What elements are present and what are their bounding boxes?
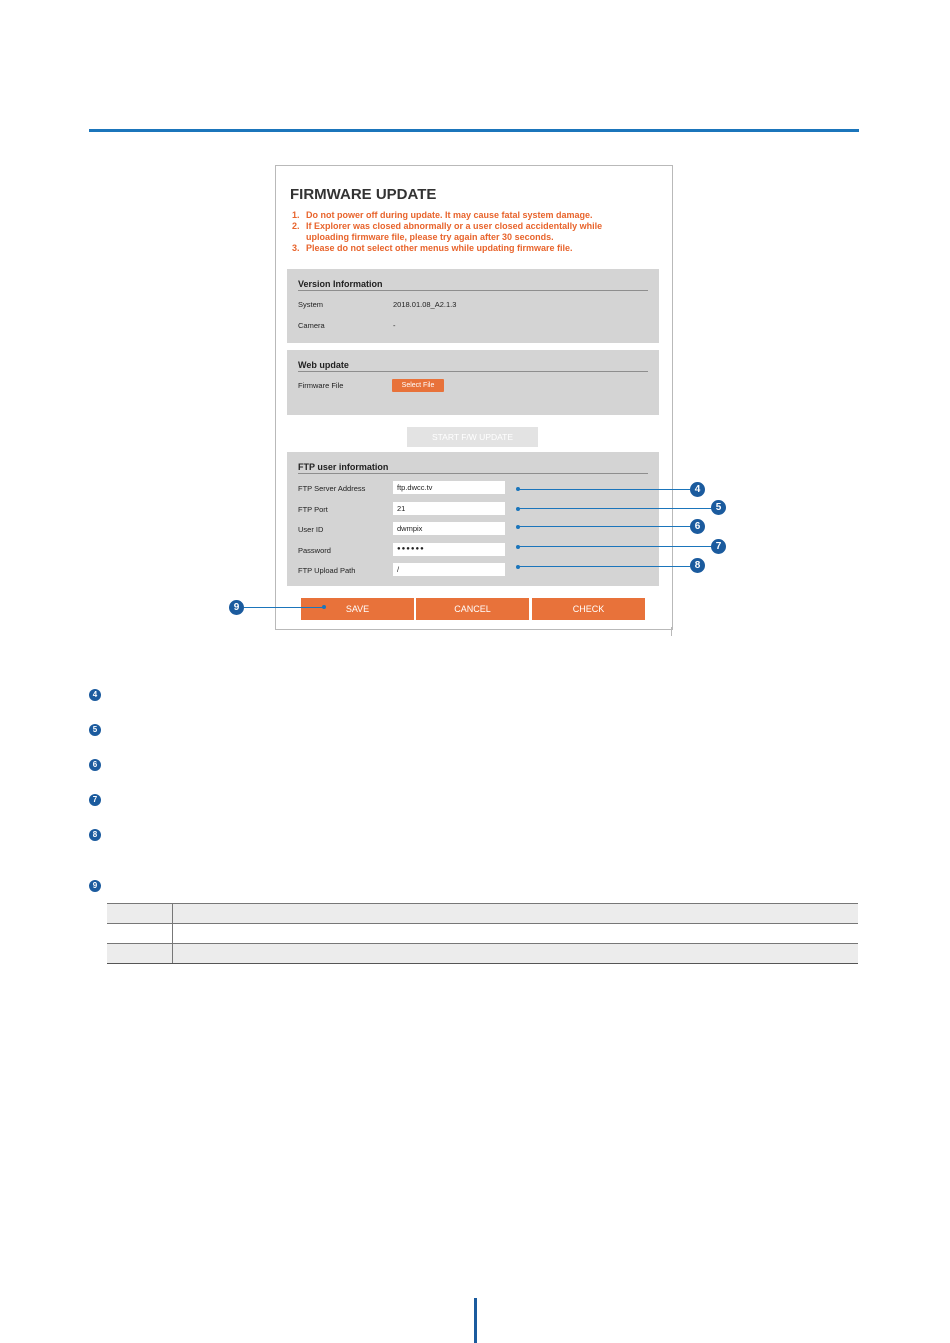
- warning-item: [292, 210, 666, 221]
- warning-item: [292, 221, 636, 243]
- warning-list: [292, 210, 666, 254]
- start-fw-update-button[interactable]: START F/W UPDATE: [407, 427, 538, 447]
- system-label: System: [298, 300, 324, 309]
- callout-line: [518, 546, 712, 547]
- table-cell: [107, 944, 173, 963]
- legend-badge-7: 7: [89, 794, 101, 806]
- warning-text: Please do not select other menus while updating firmware file.: [306, 243, 573, 253]
- upload-path-label: FTP Upload Path: [298, 566, 356, 575]
- system-value: 2018.01.08_A2.1.3: [393, 300, 457, 309]
- warning-text: Do not power off during update. It may cause fatal system damage.: [306, 210, 593, 220]
- header-rule: [89, 129, 859, 132]
- legend-badge-6: 6: [89, 759, 101, 771]
- page-title: FIRMWARE UPDATE: [290, 186, 437, 203]
- ftp-panel-title: FTP user information: [298, 462, 648, 474]
- callout-line: [518, 489, 690, 490]
- web-update-panel: [287, 350, 659, 415]
- callout-badge-6: 6: [690, 519, 705, 534]
- warning-text: If Explorer was closed abnormally or a user closed accidentally while uploading firmware file, please try again after 30 seconds.: [306, 221, 603, 242]
- frame-edge: [671, 627, 672, 636]
- password-input[interactable]: ●●●●●●: [393, 543, 505, 556]
- camera-label: Camera: [298, 321, 325, 330]
- callout-badge-7: 7: [711, 539, 726, 554]
- cancel-button[interactable]: CANCEL: [416, 598, 529, 620]
- table-cell: [107, 904, 173, 923]
- version-panel-title: Version Information: [298, 279, 648, 291]
- callout-badge-4: 4: [690, 482, 705, 497]
- table-row: [107, 923, 858, 943]
- warning-item: [292, 243, 666, 254]
- user-id-input[interactable]: dwmpix: [393, 522, 505, 535]
- select-file-button[interactable]: Select File: [392, 379, 444, 392]
- callout-dot: [322, 605, 326, 609]
- table-row: [107, 903, 858, 923]
- table-row: [107, 943, 858, 964]
- firmware-file-label: Firmware File: [298, 381, 344, 390]
- callout-line: [518, 566, 690, 567]
- warning-number: 3.: [292, 243, 300, 253]
- callout-line: [518, 508, 712, 509]
- upload-path-input[interactable]: /: [393, 563, 505, 576]
- callout-line: [244, 607, 324, 608]
- table-cell: [107, 924, 173, 943]
- callout-line: [518, 526, 690, 527]
- callout-badge-5: 5: [711, 500, 726, 515]
- ftp-port-label: FTP Port: [298, 505, 328, 514]
- warning-number: 1.: [292, 210, 300, 220]
- callout-badge-9: 9: [229, 600, 244, 615]
- camera-value: -: [393, 321, 396, 330]
- legend-badge-5: 5: [89, 724, 101, 736]
- ftp-server-input[interactable]: ftp.dwcc.tv: [393, 481, 505, 494]
- description-table: [107, 903, 858, 964]
- web-update-title: Web update: [298, 360, 648, 372]
- legend-badge-8: 8: [89, 829, 101, 841]
- legend-badge-9: 9: [89, 880, 101, 892]
- version-panel: [287, 269, 659, 343]
- page-footer-mark: [474, 1298, 477, 1343]
- ftp-port-input[interactable]: 21: [393, 502, 505, 515]
- check-button[interactable]: CHECK: [532, 598, 645, 620]
- legend-badge-4: 4: [89, 689, 101, 701]
- password-label: Password: [298, 546, 331, 555]
- warning-number: 2.: [292, 221, 300, 231]
- firmware-update-screenshot: [275, 165, 673, 630]
- save-button[interactable]: SAVE: [301, 598, 414, 620]
- user-id-label: User ID: [298, 525, 324, 534]
- callout-badge-8: 8: [690, 558, 705, 573]
- ftp-server-label: FTP Server Address: [298, 484, 366, 493]
